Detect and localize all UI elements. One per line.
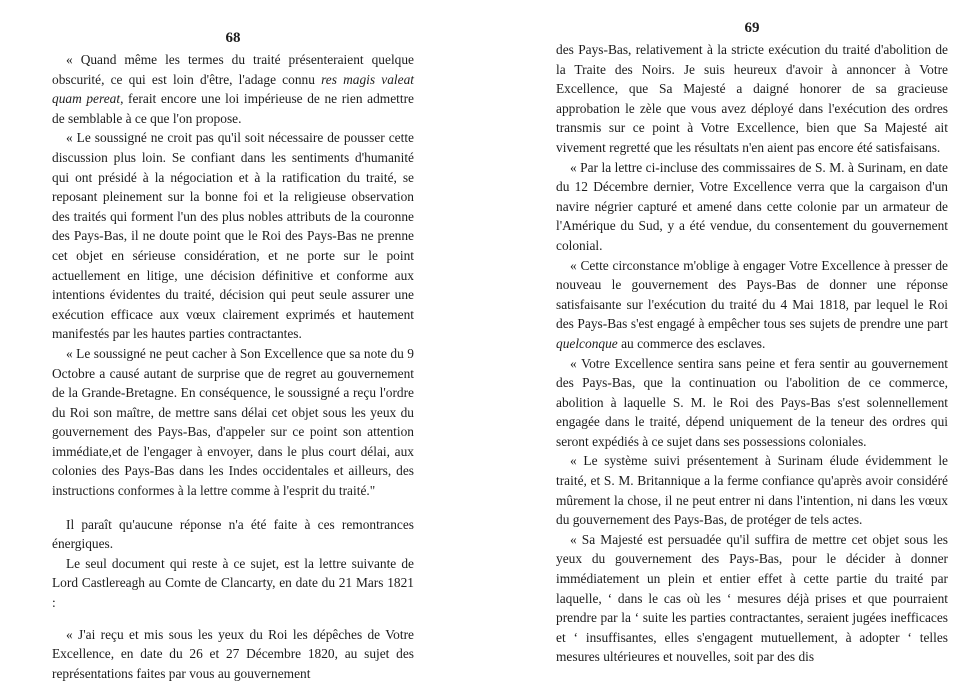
paragraph-adage: « Quand même les termes du traité présenteraient quelque obscurité, ce qui est loin d'être, l'adage connu res magis valeat quam pereat, ferait encore une loi impérieuse de ne rien admettre de semblable à ce que l'on propose.: [52, 52, 414, 126]
paragraph-surprise: « Le soussigné ne peut cacher à Son Excellence que sa note du 9 Octobre a causé autant de surprise que de regret au gouvernement de la Grande-Bretagne. En conséquence, le soussigné a reçu l'ordre du Roi son maître, de mettre sans délai cet objet sous les yeux du gouvernement des Pays-Bas, d'appeler sur ce point son attention immédiate,et de l'engager à envoyer, dans le plus court délai, aux colonies des Pays-Bas dans les Indes occidentales et ailleurs, des instructions conformes à la lettre comme à l'esprit du traité.": [52, 345, 414, 499]
paragraph-surinam: « Par la lettre ci-incluse des commissaires de S. M. à Surinam, en date du 12 Décembre dernier, Votre Excellence verra que la cargaison d'un navire négrier capturé et amené dans cette colonie par un armateur de l'Amérique du Sud, y a été vendue, du consentement du gouvernement colonial.: [556, 159, 948, 253]
right-page: [556, 0, 948, 669]
latin-phrase: res magis valeat quam pereat: [52, 71, 414, 107]
emphasis-word: quelconque: [556, 335, 618, 351]
paragraph-letter-continued: des Pays-Bas, relativement à la stricte exécution du traité d'abolition de la Traite des Noirs. Je suis heureux d'avoir à annoncer à Votre Excellence, que Sa Majesté a daigné honorer de sa gracieuse approbation le zèle que vous avez déployé dans l'exécution des ordres transmis sur ce point à Votre Excellence, bien que Sa Majesté ait vivement regretté que les résultats n'en aient pas encore été satisfaisans.: [556, 42, 948, 155]
paragraph-discussion: « Le soussigné ne croit pas qu'il soit nécessaire de pousser cette discussion plus loin. Se confiant dans les sentiments d'humanité qui ont présidé à la négociation et à la ratification du traité, se reposant pleinement sur la bonne foi et la religieuse observation des traités qui forment l'un des plus nobles attributs de la couronne des Pays-Bas, il ne doute point que le Roi des Pays-Bas ne prenne cet objet en sérieuse considération, et ne porte sur le point actuellement en litige, une décision définitive et conforme aux intentions évidentes du traité, décision qui peut seule assurer une exécution efficace aux vœux clairement exprimés et hautement manifestés par les hautes parties contractantes.: [52, 130, 414, 342]
paragraph-abolition: « Votre Excellence sentira sans peine et fera sentir au gouvernement des Pays-Bas, que la continuation ou l'abolition de ce commerce, abolition à laquelle S. M. le Roi des Pays-Bas s'est solennellement engagée dans le traité, dépend uniquement de la teneur des ordres qui seront expédiés à ce sujet dans ses possessions coloniales.: [556, 355, 948, 449]
paragraph-majesty: « Sa Majesté est persuadée qu'il suffira de mettre cet objet sous les yeux du gouvernement des Pays-Bas, pour le décider à donner immédiatement un plein et entier effet à cette partie du traité par laquelle, ‘ dans le cas où les ‘ mesures déjà prises et que pourraient prendre par la ‘ suite les parties contractantes, seraient jugées inefficaces et ‘ insuffisantes, elles s'engagent mutuellement, à adopter ‘ telles mesures ultérieures et nouvelles, soit par des dis: [556, 531, 948, 665]
page-number: 68: [225, 30, 241, 46]
paragraph-system: « Le système suivi présentement à Surinam élude évidemment le traité, et S. M. Britannique a la ferme confiance qu'après avoir considéré mûrement la chose, il ne peut entrer ni dans l'intention, ni dans les vœux du gouvernement des Pays-Bas, de protéger de tels actes.: [556, 453, 948, 528]
page-number: 69: [744, 20, 760, 36]
left-page: [52, 0, 414, 681]
paragraph-no-response: Il paraît qu'aucune réponse n'a été faite à ces remontrances énergiques.: [52, 516, 414, 552]
paragraph-circumstance: « Cette circonstance m'oblige à engager Votre Excellence à presser de nouveau le gouvernement des Pays-Bas de donner une réponse satisfaisante sur l'exécution du traité du 4 Mai 1818, par lequel le Roi des Pays-Bas s'est engagé à empêcher tous ses sujets de prendre une part quelconque au commerce des esclaves.: [556, 257, 948, 351]
paragraph-castlereagh-intro: Le seul document qui reste à ce sujet, est la lettre suivante de Lord Castlereagh au Comte de Clancarty, en date du 21 Mars 1821 :: [52, 555, 414, 611]
paragraph-letter-start: « J'ai reçu et mis sous les yeux du Roi les dépêches de Votre Excellence, en date du 26 et 27 Décembre 1820, au sujet des représentations faites par vous au gouvernement: [52, 626, 414, 681]
